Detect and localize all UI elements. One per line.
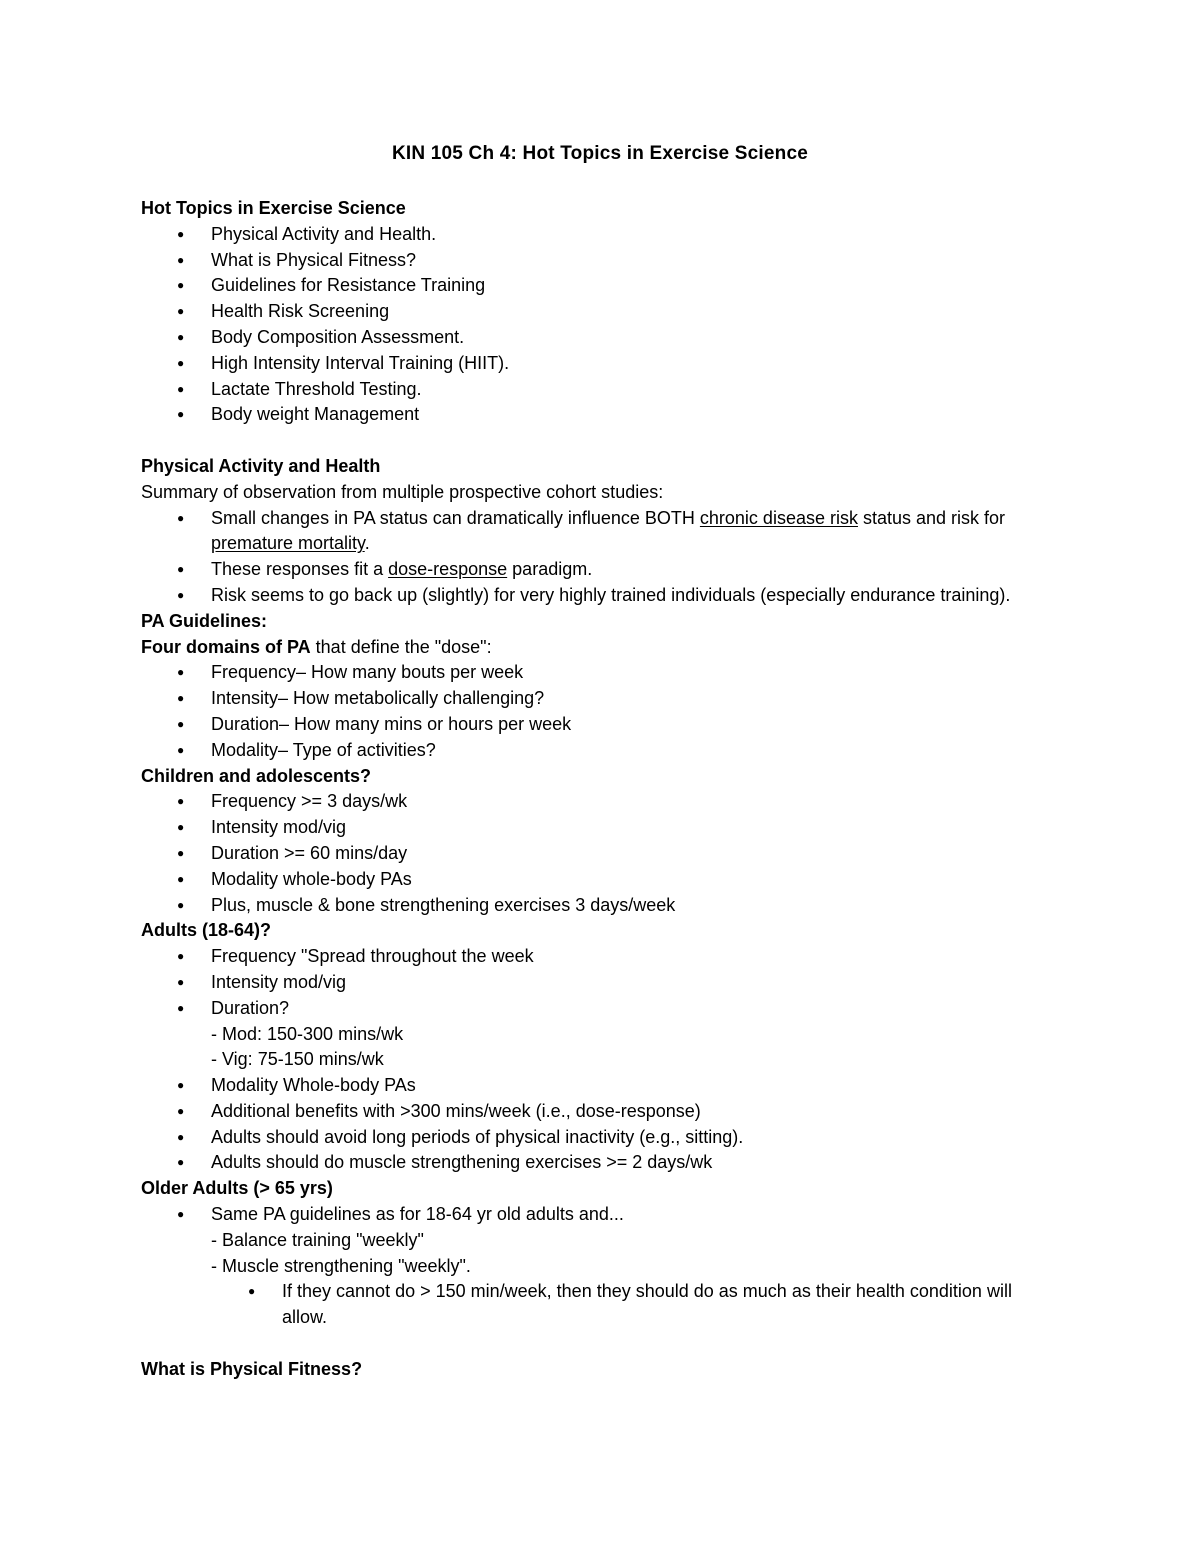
bold-run: Four domains of PA	[141, 636, 311, 657]
spacer	[141, 1331, 1056, 1357]
list-item: ● Health Risk Screening	[141, 299, 1056, 325]
section-heading-pa-health: Physical Activity and Health	[141, 455, 381, 476]
list-item: ● Frequency "Spread throughout the week	[141, 944, 1056, 970]
children-list	[141, 789, 1056, 918]
older-adults-sublist	[141, 1279, 1056, 1331]
list-item: ● Duration?	[141, 996, 1056, 1022]
dash-item: - Vig: 75-150 mins/wk	[211, 1049, 384, 1070]
list-item: ● Physical Activity and Health.	[141, 222, 1056, 248]
text-run: that define the "dose":	[310, 636, 492, 657]
underlined-term: chronic disease risk	[699, 507, 858, 528]
list-item: ● Lactate Threshold Testing.	[141, 377, 1056, 403]
list-item: ● Risk seems to go back up (slightly) for very highly trained individuals (especially endurance training).	[141, 583, 1056, 609]
section-intro: Summary of observation from multiple prospective cohort studies:	[141, 481, 664, 502]
section-heading-pa-guidelines: PA Guidelines:	[141, 610, 268, 631]
section-heading-older-adults: Older Adults (> 65 yrs)	[141, 1178, 333, 1199]
text-run: .	[364, 533, 370, 554]
list-item	[141, 557, 1056, 583]
text-run: status and risk for	[857, 507, 1006, 528]
list-item: ● Modality– Type of activities?	[141, 738, 1056, 764]
text-run: paradigm.	[507, 559, 593, 580]
list-item: ● Plus, muscle & bone strengthening exercises 3 days/week	[141, 893, 1056, 919]
list-item: ● Guidelines for Resistance Training	[141, 273, 1056, 299]
dash-item: - Muscle strengthening "weekly".	[211, 1255, 471, 1276]
section-heading-hot-topics: Hot Topics in Exercise Science	[141, 198, 406, 218]
spacer	[141, 428, 1056, 454]
text-run: These responses fit a	[211, 559, 389, 580]
list-item: ● Duration >= 60 mins/day	[141, 841, 1056, 867]
list-item: ● Same PA guidelines as for 18-64 yr old adults and...	[141, 1202, 1056, 1228]
list-item: ● Frequency– How many bouts per week	[141, 660, 1056, 686]
list-item: ● Adults should avoid long periods of physical inactivity (e.g., sitting).	[141, 1125, 1056, 1151]
list-item: ● Body weight Management	[141, 402, 1056, 428]
hot-topics-list	[141, 222, 1056, 428]
adults-list-continued	[141, 1073, 1056, 1176]
list-item	[141, 506, 1056, 558]
domains-list	[141, 660, 1056, 763]
dash-item: - Balance training "weekly"	[211, 1229, 424, 1250]
list-item: ● Modality whole-body PAs	[141, 867, 1056, 893]
list-item: ● Modality Whole-body PAs	[141, 1073, 1056, 1099]
list-item: ● Intensity mod/vig	[141, 970, 1056, 996]
section-heading-children: Children and adolescents?	[141, 765, 372, 786]
list-item: ● Body Composition Assessment.	[141, 325, 1056, 351]
underlined-term: premature mortality	[211, 533, 365, 554]
list-item: ● If they cannot do > 150 min/week, then they should do as much as their health condition will allow.	[141, 1279, 1056, 1331]
list-item: ● Additional benefits with >300 mins/week (i.e., dose-response)	[141, 1099, 1056, 1125]
underlined-term: dose-response	[388, 559, 508, 580]
list-item: ● What is Physical Fitness?	[141, 248, 1056, 274]
document-body	[141, 196, 1056, 1383]
section-heading-physical-fitness: What is Physical Fitness?	[141, 1358, 363, 1379]
domains-intro	[141, 635, 1056, 661]
list-item: ● Intensity mod/vig	[141, 815, 1056, 841]
list-item: ● High Intensity Interval Training (HIIT).	[141, 351, 1056, 377]
page-title: KIN 105 Ch 4: Hot Topics in Exercise Science	[391, 143, 809, 164]
list-item: ● Duration– How many mins or hours per week	[141, 712, 1056, 738]
pa-health-list	[141, 506, 1056, 609]
older-adults-list	[141, 1202, 1056, 1228]
dash-item: - Mod: 150-300 mins/wk	[211, 1023, 404, 1044]
list-item: ● Frequency >= 3 days/wk	[141, 789, 1056, 815]
section-heading-adults: Adults (18-64)?	[141, 920, 272, 941]
text-run: Small changes in PA status can dramatically influence BOTH	[211, 507, 700, 528]
adults-list	[141, 944, 1056, 1021]
list-item: ● Adults should do muscle strengthening exercises >= 2 days/wk	[141, 1150, 1056, 1176]
list-item: ● Intensity– How metabolically challenging?	[141, 686, 1056, 712]
